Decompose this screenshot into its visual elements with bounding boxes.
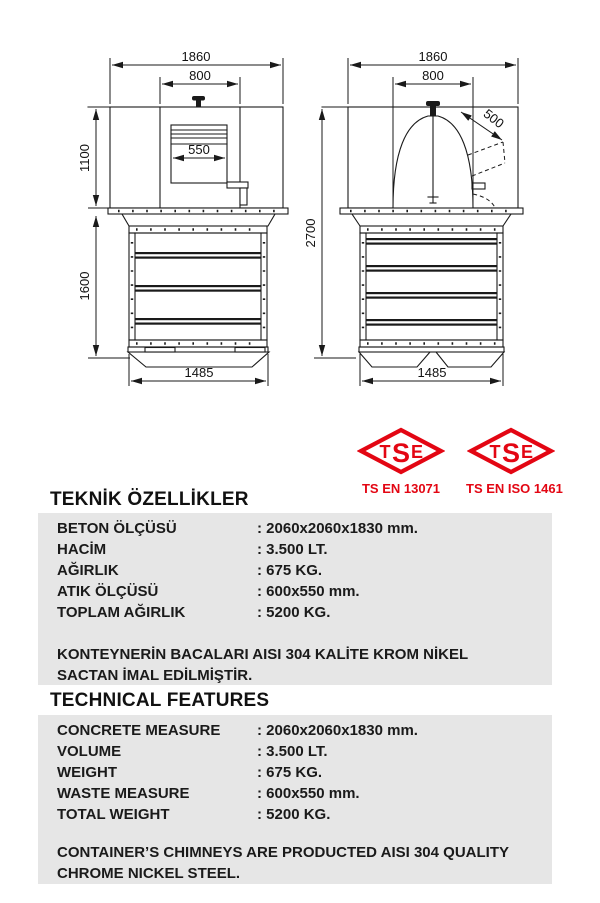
dim-side-top-width: 1860 bbox=[418, 49, 448, 64]
dim-side-lid-opening: 500 bbox=[480, 105, 507, 132]
tse-logo-en-13071 bbox=[356, 427, 446, 496]
standard-label: TS EN 13071 bbox=[361, 481, 441, 496]
front-view-drawing bbox=[77, 49, 288, 386]
dim-front-top-width: 1860 bbox=[181, 49, 211, 64]
dim-front-opening-width: 550 bbox=[188, 142, 210, 157]
spec-label: VOLUME bbox=[57, 743, 122, 760]
dim-front-bottom-width: 1485 bbox=[184, 365, 214, 380]
material-note-english: CONTAINER’S CHIMNEYS ARE PRODUCTED AISI 304 QUALITY CHROME NICKEL STEEL. bbox=[57, 844, 509, 882]
spec-label: ATIK ÖLÇÜSÜ bbox=[57, 583, 159, 600]
dim-side-bottom-width: 1485 bbox=[417, 365, 447, 380]
spec-label: TOTAL WEIGHT bbox=[57, 806, 170, 823]
spec-row bbox=[57, 604, 552, 625]
spec-row bbox=[57, 583, 552, 604]
spec-row bbox=[57, 562, 552, 583]
standard-label: TS EN ISO 1461 bbox=[466, 481, 563, 496]
spec-value: : 3.500 LT. bbox=[257, 743, 328, 760]
spec-panel-english bbox=[38, 715, 552, 884]
spec-row bbox=[57, 764, 552, 785]
dim-side-chimney-width: 800 bbox=[422, 68, 444, 83]
spec-row bbox=[57, 541, 552, 562]
spec-label: WEIGHT bbox=[57, 764, 117, 781]
tse-diamond-icon bbox=[357, 427, 445, 475]
material-note-turkish: KONTEYNERİN BACALARI AISI 304 KALİTE KROM NİKEL SACTAN İMAL EDİLMİŞTİR. bbox=[57, 646, 468, 684]
svg-text:S: S bbox=[391, 438, 411, 468]
section-title-turkish: TEKNİK ÖZELLİKLER bbox=[50, 489, 249, 510]
dim-front-chimney-width: 800 bbox=[189, 68, 211, 83]
front-container-outline bbox=[108, 208, 288, 367]
spec-label: WASTE MEASURE bbox=[57, 785, 190, 802]
svg-text:E: E bbox=[410, 442, 424, 462]
spec-value: : 5200 KG. bbox=[257, 806, 331, 823]
svg-text:T: T bbox=[379, 442, 391, 462]
spec-rows bbox=[38, 513, 552, 625]
spec-value: : 600x550 mm. bbox=[257, 785, 360, 802]
dim-front-chimney-height: 1100 bbox=[77, 144, 92, 172]
section-title-english: TECHNICAL FEATURES bbox=[50, 690, 270, 711]
spec-panel-turkish bbox=[38, 513, 552, 685]
spec-value: : 2060x2060x1830 mm. bbox=[257, 520, 418, 537]
spec-row bbox=[57, 743, 552, 764]
spec-label: TOPLAM AĞIRLIK bbox=[57, 604, 186, 621]
svg-text:E: E bbox=[520, 442, 534, 462]
tse-logo-iso-1461 bbox=[466, 427, 563, 496]
front-dimensions bbox=[77, 49, 283, 386]
tse-diamond-icon bbox=[467, 427, 555, 475]
spec-value: : 600x550 mm. bbox=[257, 583, 360, 600]
spec-value: : 675 KG. bbox=[257, 764, 323, 781]
technical-drawing bbox=[0, 0, 600, 400]
spec-label: HACİM bbox=[57, 541, 107, 558]
spec-row bbox=[57, 520, 552, 541]
spec-value: : 675 KG. bbox=[257, 562, 323, 579]
side-container-outline bbox=[340, 208, 523, 367]
spec-value: : 5200 KG. bbox=[257, 604, 331, 621]
svg-text:T: T bbox=[489, 442, 501, 462]
spec-label: AĞIRLIK bbox=[57, 562, 119, 579]
spec-label: CONCRETE MEASURE bbox=[57, 722, 221, 739]
front-chimney-outline bbox=[88, 96, 283, 208]
spec-label: BETON ÖLÇÜSÜ bbox=[57, 520, 177, 537]
side-view-drawing bbox=[303, 49, 523, 386]
spec-value: : 3.500 LT. bbox=[257, 541, 328, 558]
svg-text:S: S bbox=[501, 438, 521, 468]
spec-row bbox=[57, 806, 552, 827]
spec-row bbox=[57, 722, 552, 743]
spec-rows bbox=[38, 715, 552, 827]
spec-row bbox=[57, 785, 552, 806]
side-dimensions bbox=[303, 49, 518, 386]
dim-front-underground-height: 1600 bbox=[77, 271, 92, 301]
spec-value: : 2060x2060x1830 mm. bbox=[257, 722, 418, 739]
dim-side-total-height: 2700 bbox=[303, 218, 318, 248]
certification-logos bbox=[356, 427, 563, 496]
